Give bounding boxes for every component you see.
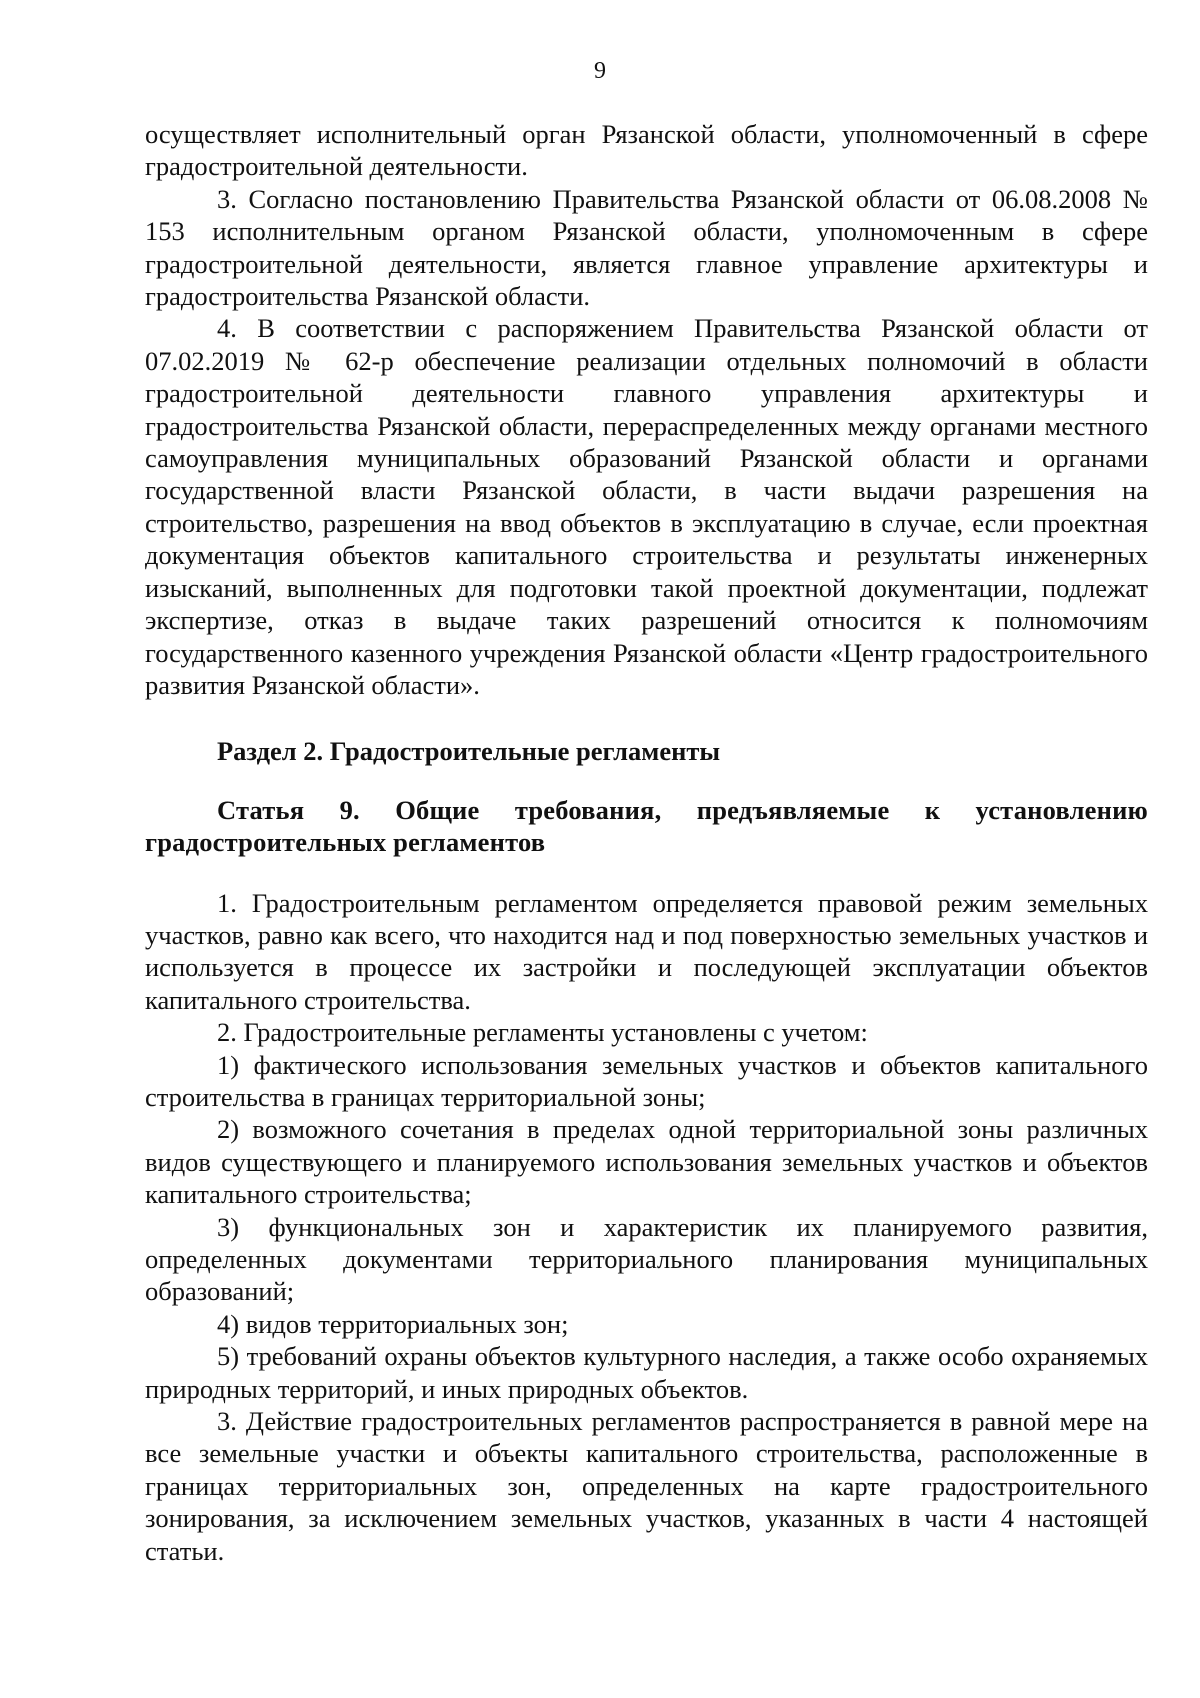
- section-heading: Раздел 2. Градостроительные регламенты: [217, 736, 721, 767]
- paragraph-item-4: 4. В соответствии с распоряжением Правительства Рязанской области от 07.02.2019 № 62-р обеспечение реализации отдельных полномочий в области градостроительной деятельности главного управления архитектуры и градостроительства Рязанской области, перераспределенных между органами местного самоуправления муниципальных образований Рязанской области и органами государственной власти Рязанской области, в части выдачи разрешения на строительство, разрешения на ввод объектов в эксплуатацию в случае, если проектная документация объектов капитального строительства и результаты инженерных изысканий, выполненных для подготовки такой проектной документации, подлежат экспертизе, отказ в выдаче таких разрешений относится к полномочиям государственного казенного учреждения Рязанской области «Центр градостроительного развития Рязанской области».: [145, 313, 1148, 700]
- paragraph-item-3: 3. Согласно постановлению Правительства Рязанской области от 06.08.2008 № 153 исполнительным органом Рязанской области, уполномоченным в сфере градостроительной деятельности, является главное управление архитектуры и градостроительства Рязанской области.: [145, 183, 1148, 312]
- paragraph-continuation: осуществляет исполнительный орган Рязанской области, уполномоченный в сфере градостроительной деятельности.: [145, 119, 1148, 182]
- list-item-2: 2) возможного сочетания в пределах одной территориальной зоны различных видов существующего и планируемого использования земельных участков и объектов капитального строительства;: [145, 1114, 1148, 1210]
- list-item-5: 5) требований охраны объектов культурного наследия, а также особо охраняемых природных территорий, и иных природных объектов.: [145, 1341, 1148, 1404]
- page-number: 9: [594, 58, 606, 84]
- document-body: [145, 118, 1148, 1567]
- article-paragraph-3: 3. Действие градостроительных регламентов распространяется в равной мере на все земельные участки и объекты капитального строительства, расположенные в границах территориальных зон, определенных на карте градостроительного зонирования, за исключением земельных участков, указанных в части 4 настоящей статьи.: [145, 1406, 1148, 1566]
- list-item-4: 4) видов территориальных зон;: [217, 1308, 569, 1339]
- list-item-1: 1) фактического использования земельных участков и объектов капитального строительства в границах территориальной зоны;: [145, 1049, 1148, 1112]
- article-heading: Статья 9. Общие требования, предъявляемые к установлению градостроительных регламентов: [145, 794, 1148, 858]
- article-paragraph-2: 2. Градостроительные регламенты установлены с учетом:: [217, 1017, 868, 1048]
- list-item-3: 3) функциональных зон и характеристик их планируемого развития, определенных документами территориального планирования муниципальных образований;: [145, 1211, 1148, 1307]
- article-paragraph-1: 1. Градостроительным регламентом определяется правовой режим земельных участков, равно как всего, что находится над и под поверхностью земельных участков и используется в процессе их застройки и последующей эксплуатации объектов капитального строительства.: [145, 887, 1148, 1015]
